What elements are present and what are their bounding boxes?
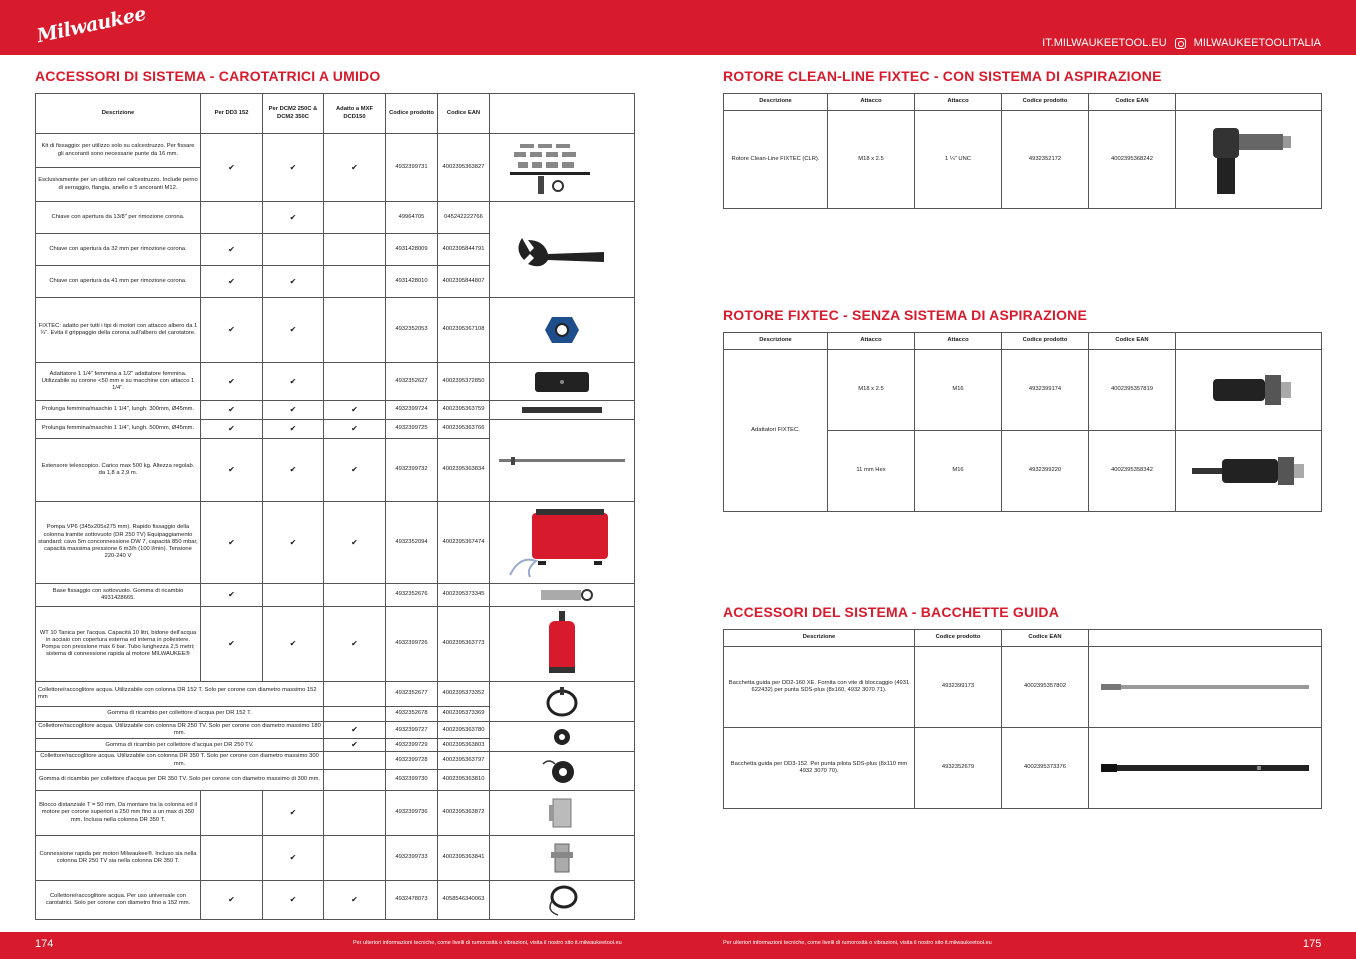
- row-desc: Pompa VP6 (345x205x275 mm). Rapido fissaggio della colonna tramite sottovuoto (DR 250 TV) Equipaggiamento standard: cavo 5m conconnessione DW 7, capacità 850 mbar, capacità massima pressione 6 m3/h (100 l/min). Tensione 220-240 V: [36, 502, 201, 584]
- row-code: 4932352172: [1002, 111, 1089, 209]
- col-descrizione: Descrizione: [36, 94, 201, 134]
- footer-bar: [0, 932, 1356, 959]
- left-section-title: ACCESSORI DI SISTEMA - CAROTATRICI A UMIDO: [35, 68, 381, 84]
- row-ean: 4002395363827: [438, 134, 490, 202]
- row-mxf: ✔: [324, 420, 386, 439]
- col-codice: Codice prodotto: [1002, 333, 1089, 350]
- row-ean: 4002395363780: [438, 722, 490, 739]
- row-code: 4932399173: [915, 647, 1002, 728]
- instagram-icon: [1175, 38, 1186, 49]
- row-mxf: ✔: [324, 502, 386, 584]
- row-ean: 4058546340063: [438, 880, 490, 919]
- row-desc: FIXTEC: adatto per tutti i tipi di motori con attacco albero da 1 ¼". Evita il grippaggio della corona sull'albero del carotatore.: [36, 298, 201, 363]
- row-desc: Gomma di ricambio per collettore d'acqua per DR 350 TV. Solo per corone con diametro massimo di 300 mm.: [36, 769, 324, 790]
- col-dcm2: Per DCM2 250C & DCM2 350C: [263, 94, 324, 134]
- row-ean: 4002395373369: [438, 707, 490, 722]
- row-desc: Rotore Clean-Line FIXTEC (CLR).: [724, 111, 828, 209]
- col-codice: Codice prodotto: [915, 630, 1002, 647]
- table-row: [724, 350, 1322, 431]
- guide-rod-dd3-image: [1089, 728, 1322, 809]
- row-dd3: ✔: [201, 266, 263, 298]
- row-code: 4932399729: [386, 739, 438, 752]
- guide-rod-dd2-image: [1089, 647, 1322, 728]
- row-desc: Prolunga femmina/maschio 1 1/4", lungh. 300mm, Ø45mm.: [36, 401, 201, 420]
- row-ean: 4002395358342: [1089, 431, 1176, 512]
- row-dcm2: ✔: [263, 202, 324, 234]
- table-row: [724, 728, 1322, 809]
- col-descrizione: Descrizione: [724, 333, 828, 350]
- row-attacco-1: M18 x 2.5: [828, 111, 915, 209]
- row-mxf: ✔: [324, 439, 386, 502]
- fixtec-adapter-hex-image: [1176, 431, 1322, 512]
- row-attacco-2: M16: [915, 431, 1002, 512]
- wet-coring-accessories-table: [35, 93, 635, 920]
- row-mxf: [324, 769, 386, 790]
- table-header: [724, 94, 1322, 111]
- row-dd3: ✔: [201, 134, 263, 202]
- row-mxf: [324, 835, 386, 880]
- table-row: [36, 722, 635, 739]
- row-mxf: [324, 752, 386, 769]
- table-row: [36, 420, 635, 439]
- row-ean: 4002395368242: [1089, 111, 1176, 209]
- row-ean: 4002395844791: [438, 234, 490, 266]
- row-code: 4932399732: [386, 439, 438, 502]
- row-ean: 4002395844807: [438, 266, 490, 298]
- row-desc: Chiave con apertura da 32 mm per rimozione corona.: [36, 234, 201, 266]
- row-dcm2: ✔: [263, 880, 324, 919]
- spacer-block-image: [490, 790, 635, 835]
- col-codice: Codice prodotto: [1002, 94, 1089, 111]
- guide-rods-table: [723, 629, 1322, 809]
- adapter-sleeve-image: [490, 363, 635, 401]
- col-ean: Codice EAN: [438, 94, 490, 134]
- row-ean: 4002395372850: [438, 363, 490, 401]
- row-attacco-1: M18 x 2.5: [828, 350, 915, 431]
- row-code: 4932399726: [386, 607, 438, 682]
- row-desc: Blocco distanziale T = 50 mm. Da montare tra la colonna ed il motore per corone superiori a 250 mm fino a un max di 350 mm. Inclusa nella colonna DR 350 T.: [36, 790, 201, 835]
- table-header: [724, 333, 1322, 350]
- row-mxf: [324, 202, 386, 234]
- col-image: [1176, 94, 1322, 111]
- row-ean: 4002395363810: [438, 769, 490, 790]
- row-desc: Prolunga femmina/maschio 1 1/4", lungh. 500mm, Ø45mm.: [36, 420, 201, 439]
- row-code: 4932399730: [386, 769, 438, 790]
- row-dd3: ✔: [201, 584, 263, 607]
- row-desc: Gomma di ricambio per collettore d'acqua per DR 250 TV.: [36, 739, 324, 752]
- row-dcm2: ✔: [263, 835, 324, 880]
- water-collector-350-image: [490, 752, 635, 790]
- row-code: 4932399728: [386, 752, 438, 769]
- clean-line-rotor-image: [1176, 111, 1322, 209]
- row-attacco-1: 11 mm Hex: [828, 431, 915, 512]
- row-dd3: [201, 835, 263, 880]
- row-desc: Collettore/raccoglitore acqua. Utilizzabile con colonna DR 250 TV. Solo per corone con diametro massimo 180 mm.: [36, 722, 324, 739]
- row-desc: Collettore/raccoglitore acqua. Utilizzabile con colonna DR 152 T. Solo per corone con diametro massimo 152 mm: [36, 682, 324, 707]
- col-descrizione: Descrizione: [724, 630, 915, 647]
- row-ean: 045242222766: [438, 202, 490, 234]
- row-dcm2: ✔: [263, 298, 324, 363]
- row-dcm2: ✔: [263, 607, 324, 682]
- row-attacco-2: M16: [915, 350, 1002, 431]
- row-dcm2: ✔: [263, 790, 324, 835]
- row-ean: 4002395363773: [438, 607, 490, 682]
- table-row: [36, 682, 635, 707]
- table-header: [36, 94, 635, 134]
- row-code: 4932399727: [386, 722, 438, 739]
- table-row: [36, 584, 635, 607]
- left-footer-note: Per ulteriori informazioni tecniche, come livelli di rumorosità o vibrazioni, visita il nostro sito it.milwaukeetool.eu: [353, 940, 622, 946]
- row-desc: Bacchetta guida per DD3-152. Per punta pilota SDS-plus (8x110 mm 4932 3070 70).: [724, 728, 915, 809]
- row-dd3: ✔: [201, 234, 263, 266]
- row-code: 4932352679: [915, 728, 1002, 809]
- clean-line-title: ROTORE CLEAN-LINE FIXTEC - CON SISTEMA DI ASPIRAZIONE: [723, 68, 1162, 84]
- table-row: [36, 835, 635, 880]
- row-desc: WT 10 Tanica per l'acqua. Capacità 10 litri, bidone dell'acqua in acciaio con copertura esterna ed interna in poliestere. Pompa con pressione max 6 bar. Tubo lunghezza 2,5 metri; sistema di connessione rapida al motore MILWAUKEE®: [36, 607, 201, 682]
- row-dd3: [201, 202, 263, 234]
- table-row: [36, 880, 635, 919]
- water-collector-152-image: [490, 682, 635, 722]
- right-footer-note: Per ulteriori informazioni tecniche, come livelli di rumorosità o vibrazioni, visita il nostro sito it.milwaukeetool.eu: [723, 940, 992, 946]
- col-dd3: Per DD3 152: [201, 94, 263, 134]
- row-desc: Chiave con apertura da 41 mm per rimozione corona.: [36, 266, 201, 298]
- row-dcm2: ✔: [263, 420, 324, 439]
- vacuum-pump-image: [490, 502, 635, 584]
- row-code: 4932399725: [386, 420, 438, 439]
- row-ean: 4002395367474: [438, 502, 490, 584]
- milwaukee-logo: Milwaukee: [34, 2, 148, 48]
- row-code: 4932399731: [386, 134, 438, 202]
- row-desc-secondary: Esclusivamente per un utilizzo nel calcestruzzo. Include perno di serraggio, flangia, anello e 5 ancoranti M12.: [36, 168, 201, 202]
- row-ean: 4002395373352: [438, 682, 490, 707]
- table-header: [724, 630, 1322, 647]
- row-code: 4931428009: [386, 234, 438, 266]
- fixtec-adapter-image: [490, 298, 635, 363]
- col-descrizione: Descrizione: [724, 94, 828, 111]
- table-row: [36, 752, 635, 769]
- table-row: [36, 401, 635, 420]
- row-ean: 4002395363797: [438, 752, 490, 769]
- fixtec-table: [723, 332, 1322, 512]
- table-row: [36, 363, 635, 401]
- row-code: 4932399736: [386, 790, 438, 835]
- row-mxf: ✔: [324, 134, 386, 202]
- row-desc: Kit di fissaggio: per utilizzo solo su calcestruzzo. Per fissare gli ancoranti sono necessarie punte da 16 mm.: [36, 134, 201, 168]
- table-row: [36, 202, 635, 234]
- row-dd3: ✔: [201, 420, 263, 439]
- table-row: [724, 647, 1322, 728]
- row-desc: Connessione rapida per motori Milwaukee®. Incluso sia nella colonna DR 250 TV sia nella colonna DR 350 T.: [36, 835, 201, 880]
- quick-connect-image: [490, 835, 635, 880]
- col-ean: Codice EAN: [1002, 630, 1089, 647]
- row-desc: Bacchetta guida per DD2-160 XE. Fornita con vite di bloccaggio (4931 622432) per punta SDS-plus (8x160, 4932 3070 71).: [724, 647, 915, 728]
- row-mxf: ✔: [324, 880, 386, 919]
- left-page-number: 174: [35, 938, 54, 950]
- col-image: [490, 94, 635, 134]
- row-ean: 4002395363803: [438, 739, 490, 752]
- row-ean: 4002395373345: [438, 584, 490, 607]
- table-row: [36, 607, 635, 682]
- row-attacco-2: 1 ¼" UNC: [915, 111, 1002, 209]
- row-ean: 4002395357819: [1089, 350, 1176, 431]
- col-attacco-2: Attacco: [915, 333, 1002, 350]
- col-codice: Codice prodotto: [386, 94, 438, 134]
- row-dd3: ✔: [201, 363, 263, 401]
- row-mxf: [324, 790, 386, 835]
- row-dcm2: ✔: [263, 363, 324, 401]
- row-mxf: ✔: [324, 401, 386, 420]
- row-dd3: ✔: [201, 439, 263, 502]
- right-page-number: 175: [1303, 938, 1322, 950]
- table-row: [36, 790, 635, 835]
- row-ean: 4002395363841: [438, 835, 490, 880]
- water-collector-250-image: [490, 722, 635, 752]
- table-row: [36, 502, 635, 584]
- row-code: 4932399220: [1002, 431, 1089, 512]
- row-desc: Chiave con apertura da 13/8" per rimozione corona.: [36, 202, 201, 234]
- col-image: [1176, 333, 1322, 350]
- col-attacco-1: Attacco: [828, 94, 915, 111]
- row-dcm2: [263, 584, 324, 607]
- col-ean: Codice EAN: [1089, 94, 1176, 111]
- table-row: [724, 111, 1322, 209]
- table-row: [36, 298, 635, 363]
- anchor-kit-image: [490, 134, 635, 202]
- col-mxf: Adatto a MXF DCD150: [324, 94, 386, 134]
- row-mxf: [324, 266, 386, 298]
- row-ean: 4002395363834: [438, 439, 490, 502]
- row-dcm2: ✔: [263, 401, 324, 420]
- row-ean: 4002395363759: [438, 401, 490, 420]
- vacuum-base-image: [490, 584, 635, 607]
- col-attacco-2: Attacco: [915, 94, 1002, 111]
- row-desc: Estensore telescopico. Carico max 500 kg. Altezza regolab. da 1,8 a 2,9 m.: [36, 439, 201, 502]
- row-dd3: ✔: [201, 401, 263, 420]
- wrench-image: [490, 202, 635, 298]
- row-code: 4932399733: [386, 835, 438, 880]
- row-mxf: ✔: [324, 722, 386, 739]
- row-dcm2: ✔: [263, 439, 324, 502]
- row-code: 4932352094: [386, 502, 438, 584]
- row-desc: Adattatore 1 1/4" femmina a 1/2" adattatore femmina. Utilizzabile su corone <50 mm e su macchine con attacco 1 1/4".: [36, 363, 201, 401]
- fixtec-adapter-m18-image: [1176, 350, 1322, 431]
- social-link[interactable]: MILWAUKEETOOLITALIA: [1193, 37, 1321, 49]
- row-code: 4932399174: [1002, 350, 1089, 431]
- row-dd3: ✔: [201, 298, 263, 363]
- header-bar: [0, 0, 1356, 55]
- row-mxf: [324, 363, 386, 401]
- water-tank-image: [490, 607, 635, 682]
- telescopic-extender-image: [490, 420, 635, 502]
- row-dd3: ✔: [201, 880, 263, 919]
- row-code: 4932352678: [386, 707, 438, 722]
- row-code: 49964705: [386, 202, 438, 234]
- row-desc: Collettore/raccoglitore acqua. Utilizzabile con colonna DR 350 T. Solo per corone con diametro massimo 300 mm.: [36, 752, 324, 769]
- row-ean: 4002395373376: [1002, 728, 1089, 809]
- row-ean: 4002395367108: [438, 298, 490, 363]
- table-row: [36, 134, 635, 168]
- row-desc: Collettore/raccoglitore acqua. Per uso universale con carotatrici. Solo per corone con diametro fino a 152 mm.: [36, 880, 201, 919]
- universal-collector-image: [490, 880, 635, 919]
- row-dd3: ✔: [201, 607, 263, 682]
- row-mxf: [324, 584, 386, 607]
- row-code: 4932352677: [386, 682, 438, 707]
- row-dd3: ✔: [201, 502, 263, 584]
- guide-rods-title: ACCESSORI DEL SISTEMA - BACCHETTE GUIDA: [723, 604, 1060, 620]
- row-desc: Adattatori FIXTEC.: [724, 350, 828, 512]
- row-ean: 4002395363766: [438, 420, 490, 439]
- row-ean: 4002395357802: [1002, 647, 1089, 728]
- row-ean: 4002395363872: [438, 790, 490, 835]
- row-mxf: [324, 707, 386, 722]
- row-mxf: ✔: [324, 739, 386, 752]
- header-links: [1042, 37, 1321, 49]
- row-code: 4932352676: [386, 584, 438, 607]
- row-desc: Base fissaggio con sottovuoto. Gomma di ricambio 4931428665.: [36, 584, 201, 607]
- row-dcm2: ✔: [263, 502, 324, 584]
- extension-300-image: [490, 401, 635, 420]
- row-code: 4932399724: [386, 401, 438, 420]
- row-mxf: [324, 234, 386, 266]
- clean-line-table: [723, 93, 1322, 209]
- site-link[interactable]: IT.MILWAUKEETOOL.EU: [1042, 37, 1167, 49]
- row-dd3: [201, 790, 263, 835]
- row-code: 4932352053: [386, 298, 438, 363]
- row-desc: Gomma di ricambio per collettore d'acqua per DR 152 T.: [36, 707, 324, 722]
- row-code: 4932478073: [386, 880, 438, 919]
- row-mxf: [324, 682, 386, 707]
- col-attacco-1: Attacco: [828, 333, 915, 350]
- row-code: 4932352627: [386, 363, 438, 401]
- fixtec-title: ROTORE FIXTEC - SENZA SISTEMA DI ASPIRAZIONE: [723, 307, 1088, 323]
- col-ean: Codice EAN: [1089, 333, 1176, 350]
- row-dcm2: ✔: [263, 266, 324, 298]
- row-dcm2: [263, 234, 324, 266]
- col-image: [1089, 630, 1322, 647]
- row-dcm2: ✔: [263, 134, 324, 202]
- row-mxf: ✔: [324, 607, 386, 682]
- row-mxf: [324, 298, 386, 363]
- row-code: 4931428010: [386, 266, 438, 298]
